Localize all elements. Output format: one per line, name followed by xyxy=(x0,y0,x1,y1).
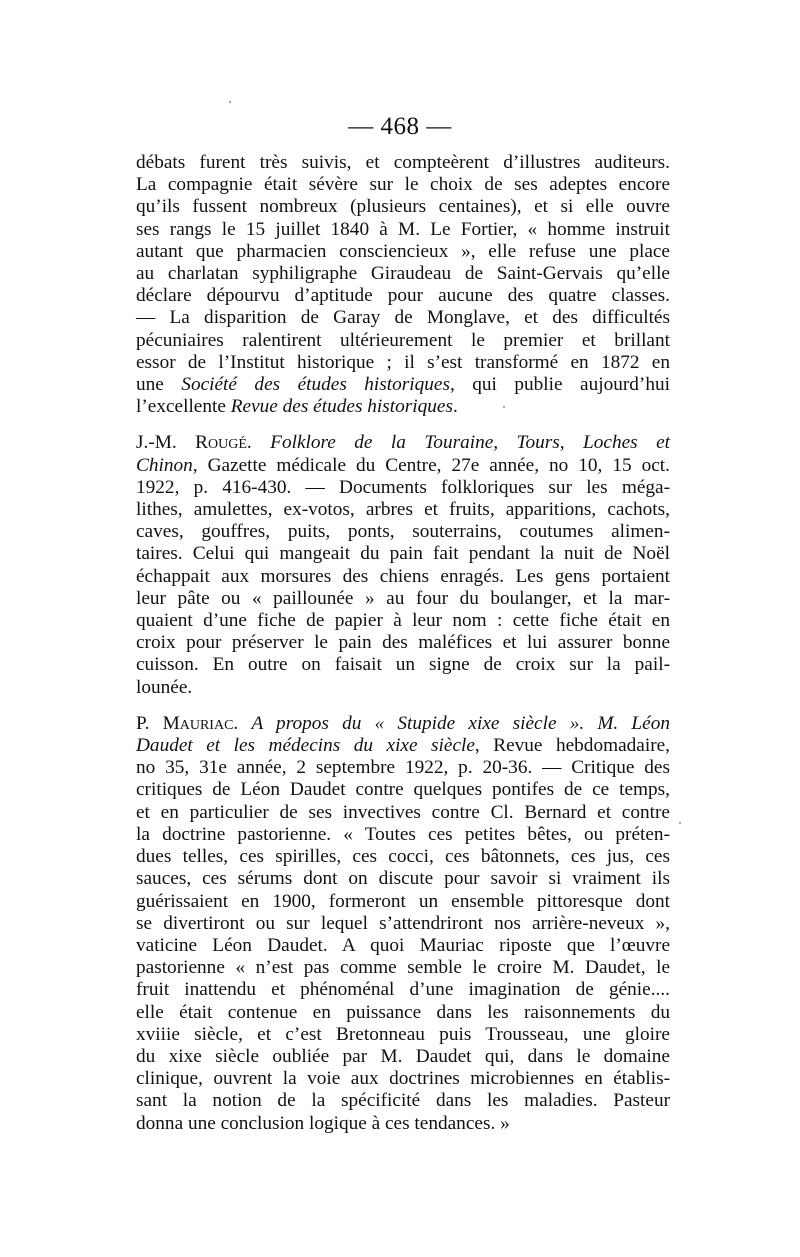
text-line: critiques de Léon Daudet contre quelques pontifes de ce temps, xyxy=(136,779,670,801)
text-line: autant que pharmacien consciencieux », elle refuse une place xyxy=(136,240,670,262)
text-line: J.-M. Rougé. Folklore de la Touraine, Tours, Loches et xyxy=(136,432,671,454)
text-line: et en particulier de ses invectives contre Cl. Bernard et contre xyxy=(136,801,670,823)
text-line: l’excellente Revue des études historiques. xyxy=(136,396,458,418)
text-line: au charlatan syphiligraphe Giraudeau de Saint-Gervais qu’elle xyxy=(136,263,670,285)
text-line: du xixe siècle oubliée par M. Daudet qui, dans le domaine xyxy=(136,1045,670,1067)
paper-speck xyxy=(503,406,505,408)
text-line: sauces, ces sérums dont on discute pour savoir si vraiment ils xyxy=(136,868,670,890)
text-line: la doctrine pastorienne. « Toutes ces petites bêtes, ou préten- xyxy=(136,823,670,845)
text-line: pécuniaires ralentirent ultérieurement le premier et brillant xyxy=(136,329,670,351)
text-line: échappait aux morsures des chiens enragés. Les gens portaient xyxy=(136,565,670,587)
text-line: xviiie siècle, et c’est Bretonneau puis Trousseau, une gloire xyxy=(136,1023,670,1045)
text-line: qu’ils fussent nombreux (plusieurs centaines), et si elle ouvre xyxy=(136,196,670,218)
text-line: vaticine Léon Daudet. A quoi Mauriac riposte que l’œuvre xyxy=(136,934,670,956)
text-line: donna une conclusion logique à ces tendances. » xyxy=(136,1112,510,1134)
paragraph-p2 xyxy=(136,432,670,698)
text-line: pastorienne « n’est pas comme semble le croire M. Daudet, le xyxy=(136,957,670,979)
text-line: elle était contenue en puissance dans les raisonnements du xyxy=(136,1001,670,1023)
text-line: sant la notion de la spécificité dans les maladies. Pasteur xyxy=(136,1090,670,1112)
text-line: — La disparition de Garay de Monglave, et des difficultés xyxy=(136,307,670,329)
text-line: débats furent très suivis, et compteèrent d’illustres auditeurs. xyxy=(136,152,670,173)
text-line: quaient d’une fiche de papier à leur nom : cette fiche était en xyxy=(136,610,670,632)
text-line: P. Mauriac. A propos du « Stupide xixe siècle ». M. Léon xyxy=(136,712,670,734)
text-line: se divertiront ou sur lequel s’attendriront nos arrière-neveux », xyxy=(136,912,670,934)
paragraph-p3 xyxy=(136,713,670,1135)
text-line: La compagnie était sévère sur le choix de ses adeptes encore xyxy=(136,174,670,196)
text-line: clinique, ouvrent la voie aux doctrines microbiennes en établis- xyxy=(136,1068,670,1090)
text-line: déclare dépourvu d’aptitude pour aucune des quatre classes. xyxy=(136,285,670,307)
text-line: 1922, p. 416-430. — Documents folkloriques sur les méga- xyxy=(136,476,670,498)
text-line: taires. Celui qui mangeait du pain fait pendant la nuit de Noël xyxy=(136,543,670,565)
text-line: no 35, 31e année, 2 septembre 1922, p. 20-36. — Critique des xyxy=(136,757,670,779)
paragraph-p1 xyxy=(136,152,670,418)
text-line: fruit inattendu et phénoménal d’une imagination de génie.... xyxy=(136,979,670,1001)
text-line: ses rangs le 15 juillet 1840 à M. Le Fortier, « homme instruit xyxy=(136,218,670,240)
text-line: lounée. xyxy=(136,676,193,698)
paragraph-gap xyxy=(136,699,670,713)
text-line: caves, gouffres, puits, ponts, souterrains, coutumes alimen- xyxy=(136,521,670,543)
text-line: essor de l’Institut historique ; il s’est transformé en 1872 en xyxy=(136,351,670,373)
text-line: Daudet et les médecins du xixe siècle, Revue hebdomadaire, xyxy=(136,735,670,757)
text-line: une Société des études historiques, qui publie aujourd’hui xyxy=(136,374,670,396)
paper-speck xyxy=(229,101,231,103)
page-number: — 468 — xyxy=(348,113,452,140)
body-text xyxy=(136,152,670,1135)
paragraph-gap xyxy=(136,418,670,432)
text-line: croix pour préserver le pain des maléfices et lui assurer bonne xyxy=(136,632,670,654)
text-line: lithes, amulettes, ex-votos, arbres et fruits, apparitions, cachots, xyxy=(136,499,670,521)
text-line: guérissaient en 1900, formeront un ensemble pittoresque dont xyxy=(136,890,670,912)
paper-speck xyxy=(679,822,681,824)
text-line: Chinon, Gazette médicale du Centre, 27e année, no 10, 15 oct. xyxy=(136,454,670,476)
text-line: leur pâte ou « paillounée » au four du boulanger, et la mar- xyxy=(136,587,670,609)
text-line: dues telles, ces spirilles, ces cocci, ces bâtonnets, ces jus, ces xyxy=(136,846,670,868)
text-line: cuisson. En outre on faisait un signe de croix sur la pail- xyxy=(136,654,670,676)
